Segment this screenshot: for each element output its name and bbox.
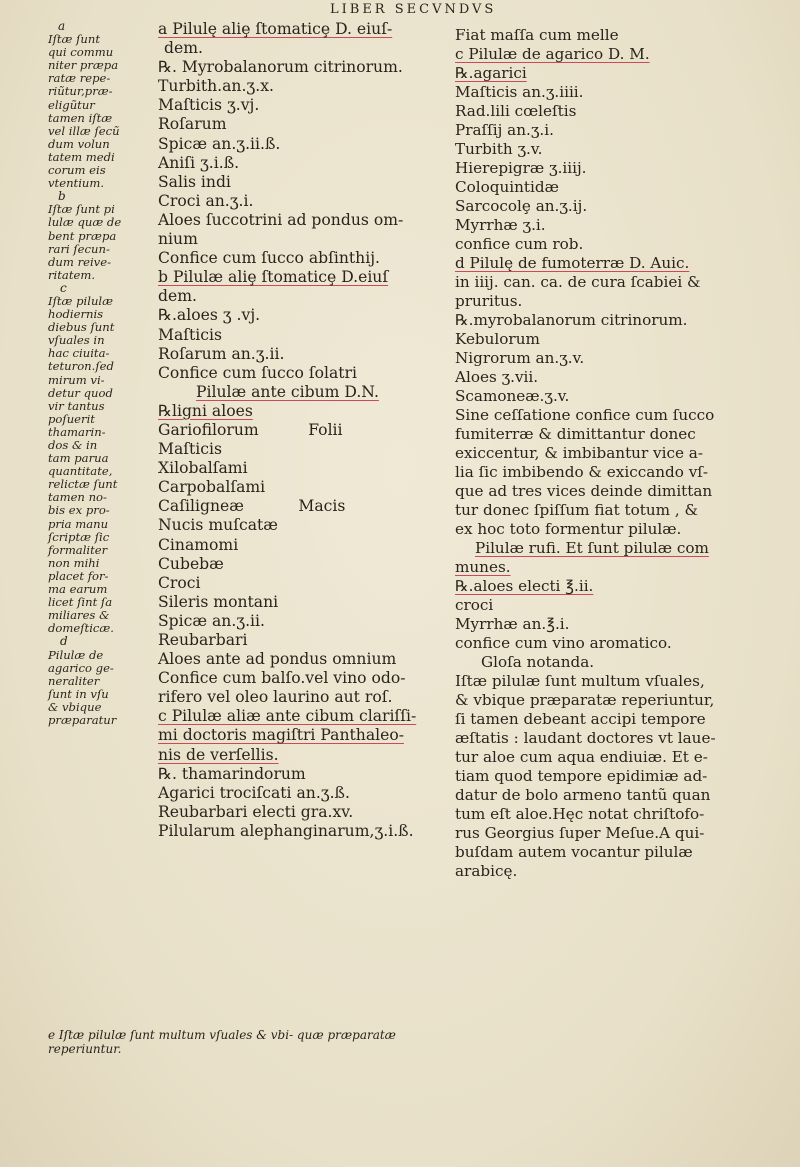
margin-note-line: ſcriptæ ſic <box>48 529 110 544</box>
margin-note-line: hac ciuita- <box>48 346 110 361</box>
recipe-heading: a Pilulę aliȩ ſtomaticȩ D. eiuſ- <box>158 20 393 38</box>
text-line: pruritus. <box>455 292 523 310</box>
margin-note-line: mirum vi- <box>48 372 105 387</box>
running-head: LIBER SECVNDVS <box>330 2 497 17</box>
text-line: Spicæ an.ʒ.ii. <box>158 611 265 630</box>
margin-note-line: ritatem. <box>48 267 96 282</box>
text-line: Praſſij an.ʒ.i. <box>455 121 554 139</box>
margin-note-line: niter præpa <box>48 58 119 73</box>
margin-note-line: tamen no- <box>48 490 107 505</box>
margin-note-line: qui commu <box>48 45 114 60</box>
recipe-heading: c Pilulæ aliæ ante cibum clariſſi- <box>158 707 417 726</box>
text-line: Aloes ſuccotrini ad pondus om- <box>158 210 404 229</box>
text-line: Croci an.ʒ.i. <box>158 191 254 210</box>
text-line: Coloquintidæ <box>455 178 559 196</box>
margin-note-line: lulæ quæ de <box>48 215 122 230</box>
text-line: lia ſic imbibendo & exiccando vſ- <box>455 463 709 481</box>
margin-note-line: & vbique <box>48 699 102 714</box>
margin-notes <box>48 20 156 727</box>
text-line: Pilularum alephanginarum,ʒ.i.ß. <box>158 821 414 840</box>
margin-note-line: poſuerit <box>48 411 95 426</box>
margin-note-line: bent præpa <box>48 228 117 243</box>
text-line: dem. <box>164 39 203 58</box>
margin-letter-d: d <box>60 634 68 649</box>
text-line: Spicæ an.ʒ.ii.ß. <box>158 134 281 153</box>
text-line: Turbith ʒ.v. <box>455 140 543 158</box>
margin-note-line: tatem medi <box>48 149 115 164</box>
text-line: tum eſt aloe.Hęc notat chriſtofo- <box>455 805 705 823</box>
margin-note-line: ſunt in vſu <box>48 686 109 701</box>
margin-note-line: domeſticæ. <box>48 621 114 636</box>
text-line: confice cum rob. <box>455 235 584 253</box>
margin-note-line: pria manu <box>48 516 109 531</box>
text-line: munes. <box>455 558 511 576</box>
text-line: Xilobalſami <box>158 459 248 478</box>
text-line: exiccentur, & imbibantur vice a- <box>455 444 703 462</box>
bottom-margin-note: e Iſtæ pilulæ ſunt multum vſuales & vbi- quæ præparatæ reperiuntur. <box>48 1028 396 1056</box>
margin-note-line: tamen iſtæ <box>48 110 113 125</box>
margin-note-line: teturon.ſed <box>48 359 114 374</box>
text-line: confice cum vino aromatico. <box>455 634 672 652</box>
text-line: ℞. Myrobalanorum citrinorum. <box>158 58 403 77</box>
margin-note-line: vſuales in <box>48 333 105 348</box>
margin-note-line: relictæ ſunt <box>48 477 118 492</box>
margin-note-line: Iſtæ pilulæ <box>48 293 114 308</box>
text-line: Reubarbari <box>158 631 248 649</box>
recipe-heading: Pilulæ rufi. Et ſunt pilulæ com <box>475 539 709 557</box>
margin-note-line: Iſtæ ſunt pi <box>48 202 115 217</box>
text-line: ℞.myrobalanorum citrinorum. <box>455 311 688 329</box>
text-line: Maſticis <box>158 325 223 344</box>
margin-letter-c: c <box>60 280 67 295</box>
text-line: buſdam autem vocantur pilulæ <box>455 843 693 861</box>
text-line: ex hoc toto formentur pilulæ. <box>455 520 682 538</box>
margin-note-line: corum eis <box>48 163 106 178</box>
text-line: Aniſi ʒ.i.ß. <box>158 153 240 172</box>
text-line: Nigrorum an.ʒ.v. <box>455 349 585 367</box>
text-line: Reubarbari electi gra.xv. <box>158 802 354 821</box>
text-line: Sine ceſſatione confice cum ſucco <box>455 406 715 424</box>
margin-note-line: detur quod <box>48 385 113 400</box>
text-line: Confice cum ſucco abſinthij. <box>158 249 380 268</box>
text-line: Scamoneæ.ʒ.v. <box>455 387 570 405</box>
margin-note-line: bis ex pro- <box>48 503 110 518</box>
text-line: Rad.lili cœleſtis <box>455 102 577 120</box>
text-line: datur de bolo armeno tantũ quan <box>455 786 711 804</box>
text-line: ſi tamen debeant accipi tempore <box>455 710 706 728</box>
margin-note-line: vtentium. <box>48 176 105 191</box>
text-line: Turbith.an.ʒ.x. <box>158 77 274 96</box>
margin-note-line: placet for- <box>48 568 109 583</box>
text-line: croci <box>455 596 494 614</box>
margin-note-line: dum reive- <box>48 254 112 269</box>
margin-note-line: quantitate, <box>48 464 113 479</box>
text-line: Myrrhæ an.℥.i. <box>455 615 570 633</box>
text-line: Maſticis an.ʒ.iiii. <box>455 83 584 101</box>
margin-letter-a: a <box>58 19 66 33</box>
margin-note-line: miliares & <box>48 608 110 623</box>
text-line: arabicę. <box>455 862 518 880</box>
text-line: Agarici trociſcati an.ʒ.ß. <box>158 783 350 802</box>
text-line: ℞. thamarindorum <box>158 764 306 783</box>
recipe-heading: c Pilulæ de agarico D. M. <box>455 45 650 63</box>
text-line: Aloes ʒ.vii. <box>455 368 539 386</box>
margin-note-line: non mihi <box>48 555 100 570</box>
text-line: Kebulorum <box>455 330 540 348</box>
margin-note-line: riũtur,præ- <box>48 84 113 99</box>
recipe-heading: d Pilulę de fumoterræ D. Auic. <box>455 254 690 272</box>
text-line: Cubebæ <box>158 554 224 573</box>
text-line: Iſtæ pilulæ ſunt multum vſuales, <box>455 672 705 690</box>
text-line: Nucis muſcatæ <box>158 516 278 535</box>
text-line: ℞.agarici <box>455 64 527 82</box>
text-line: Gariofilorum Folii <box>158 420 343 439</box>
text-line: Confice cum ſucco ſolatri <box>158 363 357 382</box>
margin-note-line: neraliter <box>48 673 100 688</box>
text-line: rus Georgius ſuper Meſue.A qui- <box>455 824 705 842</box>
text-line: tur aloe cum aqua endiuiæ. Et e- <box>455 748 708 766</box>
margin-note-line: rari ſecun- <box>48 241 110 256</box>
text-line: Carpobalſami <box>158 478 266 497</box>
text-line: tiam quod tempore epidimiæ ad- <box>455 767 708 785</box>
margin-note-line: diebus ſunt <box>48 320 115 335</box>
text-line: nis de verſellis. <box>158 745 279 764</box>
margin-note-line: ratæ repe- <box>48 71 111 86</box>
text-line: Croci <box>158 573 201 592</box>
margin-note-line: eligũtur <box>48 97 95 112</box>
right-column <box>455 26 790 881</box>
margin-note-line: Iſtæ ſunt <box>48 32 100 47</box>
recipe-heading: b Pilulæ aliȩ ſtomaticȩ D.eiuſ <box>158 268 389 287</box>
text-line: Roſarum <box>158 115 227 134</box>
text-line: ℞ligni aloes <box>158 401 253 420</box>
text-line: Salis indi <box>158 172 231 191</box>
text-line: Fiat maſſa cum melle <box>455 26 619 44</box>
margin-note-line: hodiernis <box>48 307 104 322</box>
text-line: tur donec ſpiſſum fiat totum , & <box>455 501 699 519</box>
text-line: Cinamomi <box>158 535 239 554</box>
text-line: Confice cum balſo.vel vino odo- <box>158 669 406 688</box>
text-line: Myrrhæ ʒ.i. <box>455 216 546 234</box>
text-line: Roſarum an.ʒ.ii. <box>158 344 285 363</box>
margin-note-line: tam parua <box>48 451 109 466</box>
recipe-heading: Pilulæ ante cibum D.N. <box>196 382 379 401</box>
text-line: ℞.aloes ʒ .vj. <box>158 306 261 325</box>
margin-note-line: præparatur <box>48 712 117 727</box>
margin-note-line: dum volun <box>48 136 110 151</box>
text-line: rifero vel oleo laurino aut roſ. <box>158 688 393 707</box>
text-line: Aloes ante ad pondus omnium <box>158 650 397 669</box>
margin-note-line: ma earum <box>48 582 108 597</box>
text-line: Sileris montani <box>158 592 279 611</box>
text-line: & vbique præparatæ reperiuntur, <box>455 691 715 709</box>
text-line: nium <box>158 230 198 249</box>
main-column <box>158 20 448 841</box>
text-line: æſtatis : laudant doctores vt laue- <box>455 729 716 747</box>
text-line: Hierepigræ ʒ.iiij. <box>455 159 587 177</box>
margin-letter-b: b <box>58 189 66 204</box>
margin-note-line: dos & in <box>48 438 98 452</box>
text-line: Maſticis ʒ.vj. <box>158 96 260 115</box>
margin-note-line: vel illæ ſecũ <box>48 123 120 138</box>
text-line: mi doctoris magiſtri Panthaleo- <box>158 726 404 745</box>
text-line: ℞.aloes electi ℥.ii. <box>455 577 594 595</box>
text-line: Caſiligneæ Macis <box>158 497 346 516</box>
margin-note-line: licet ſint ſa <box>48 595 113 610</box>
margin-note-line: agarico ge- <box>48 660 114 675</box>
text-line: Maſticis <box>158 440 223 459</box>
text-line: fumiterræ & dimittantur donec <box>455 425 696 443</box>
text-line: Sarcocolȩ an.ʒ.ij. <box>455 197 588 215</box>
margin-note-line: Pilulæ de <box>48 647 104 662</box>
text-line: que ad tres vices deinde dimittan <box>455 482 713 500</box>
margin-note-line: vir tantus <box>48 398 105 413</box>
text-line: in iiij. can. ca. de cura ſcabiei & <box>455 273 701 291</box>
margin-note-line: thamarin- <box>48 424 106 439</box>
gloss-heading: Gloſa notanda. <box>481 653 595 671</box>
margin-note-line: formaliter <box>48 542 108 557</box>
text-line: dem. <box>158 287 197 306</box>
